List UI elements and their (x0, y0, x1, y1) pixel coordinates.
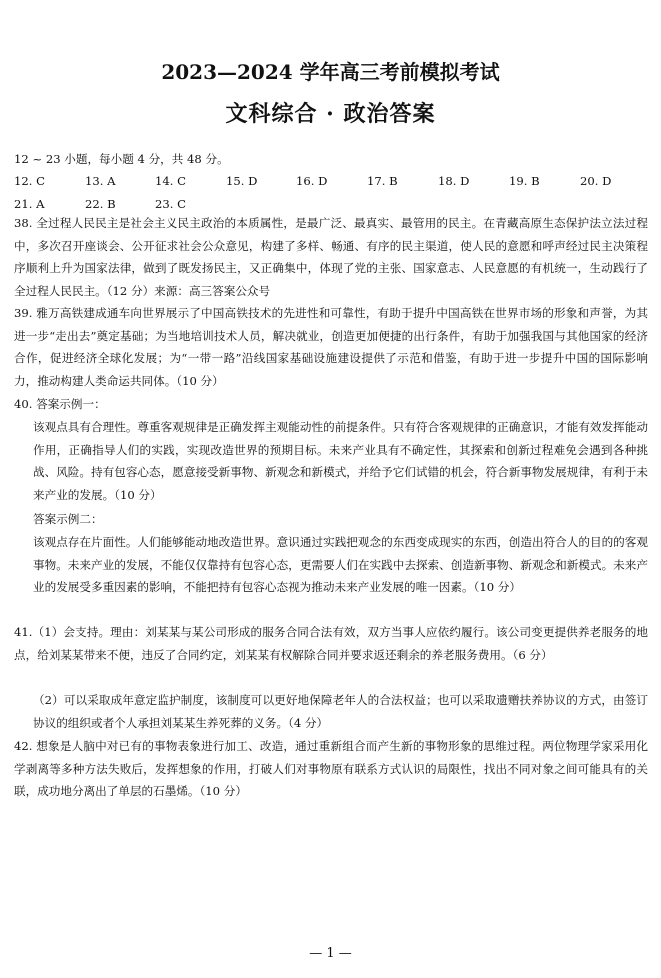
mc-answer: 21. A (14, 197, 45, 211)
mc-answer: 19. B (509, 174, 540, 188)
mc-answer: 13. A (85, 174, 116, 188)
mc-answer: 23. C (155, 197, 186, 211)
question-38: 38. 全过程人民民主是社会主义民主政治的本质属性，是最广泛、最真实、最管用的民主。在青藏高原生态保护法立法过程中，多次召开座谈会、公开征求社会公众意见，构建了多样、畅通、有序的民主渠道，使人民的意愿和呼声经过民主决策程序顺利上升为国家法律，做到了既发扬民主，又正确集中，体现了党的主张、国家意志、人民意愿的有机统一，生动践行了全过程人民民主。（12 分）来源：高三答案公众号 (14, 216, 648, 298)
question-40-example-2: 该观点存在片面性。人们能够能动地改造世界。意识通过实践把观念的东西变成现实的东西，创造出符合人的目的的客观事物。未来产业的发展，不能仅仅靠持有包容心态，更需要人们在实践中去探索、创造新事物、新观念和新模式。未来产业的发展受多重因素的影响，不能把持有包容心态视为推动未来产业发展的唯一因素。（10 分） (33, 535, 648, 595)
page-number: — 1 — (309, 946, 352, 961)
question-40-heading: 40. 答案示例一： (14, 397, 106, 411)
mc-intro: 12 ~ 23 小题，每小题 4 分，共 48 分。 (14, 152, 229, 166)
question-40-example-2-heading: 答案示例二： (33, 512, 103, 526)
mc-answer: 12. C (14, 174, 45, 188)
mc-answer: 18. D (438, 174, 470, 188)
mc-answer: 17. B (367, 174, 398, 188)
mc-answer: 15. D (226, 174, 258, 188)
mc-answer: 20. D (580, 174, 612, 188)
subject-title: 文科综合 · 政治答案 (225, 101, 436, 127)
exam-title: 2023—2024 学年高三考前模拟考试 (161, 60, 500, 84)
mc-answer: 22. B (85, 197, 116, 211)
question-39: 39. 雅万高铁建成通车向世界展示了中国高铁技术的先进性和可靠性，有助于提升中国高铁在世界市场的形象和声誉，为其进一步“走出去”奠定基础；为当地培训技术人员，解决就业，创造更加便捷的出行条件，有助于加强我国与其他国家的经济合作，促进经济全球化发展；为“一带一路”沿线国家基础设施建设提供了示范和借鉴，有助于进一步提升中国的国际影响力，推动构建人类命运共同体。（10 分） (14, 306, 648, 388)
question-41-part-2: （2）可以采取成年意定监护制度，该制度可以更好地保障老年人的合法权益；也可以采取遗赠扶养协议的方式，由签订协议的组织或者个人承担刘某某生养死葬的义务。（4 分） (33, 693, 648, 730)
question-40-example-1: 该观点具有合理性。尊重客观规律是正确发挥主观能动性的前提条件。只有符合客观规律的正确意识，才能有效发挥能动作用，正确指导人们的实践，实现改造世界的预期目标。未来产业具有不确定性，其探索和创新过程难免会遇到各种挑战、风险。持有包容心态，愿意接受新事物、新观念和新模式，并给予它们试错的机会，符合新事物发展规律，有利于未来产业的发展。（10 分） (33, 420, 648, 502)
question-41-part-1: 41.（1）会支持。理由：刘某某与某公司形成的服务合同合法有效，双方当事人应依约履行。该公司变更提供养老服务的地点，给刘某某带来不便，违反了合同约定，刘某某有权解除合同并要求返还剩余的养老服务费用。（6 分） (14, 625, 648, 662)
mc-answer: 14. C (155, 174, 186, 188)
question-42: 42. 想象是人脑中对已有的事物表象进行加工、改造，通过重新组合而产生新的事物形象的思维过程。两位物理学家采用化学剥离等多种方法失败后，发挥想象的作用，打破人们对事物原有联系方式认识的局限性，找出不同对象之间可能具有的关联，成功地分离出了单层的石墨烯。（10 分） (14, 739, 648, 799)
mc-answer: 16. D (296, 174, 328, 188)
